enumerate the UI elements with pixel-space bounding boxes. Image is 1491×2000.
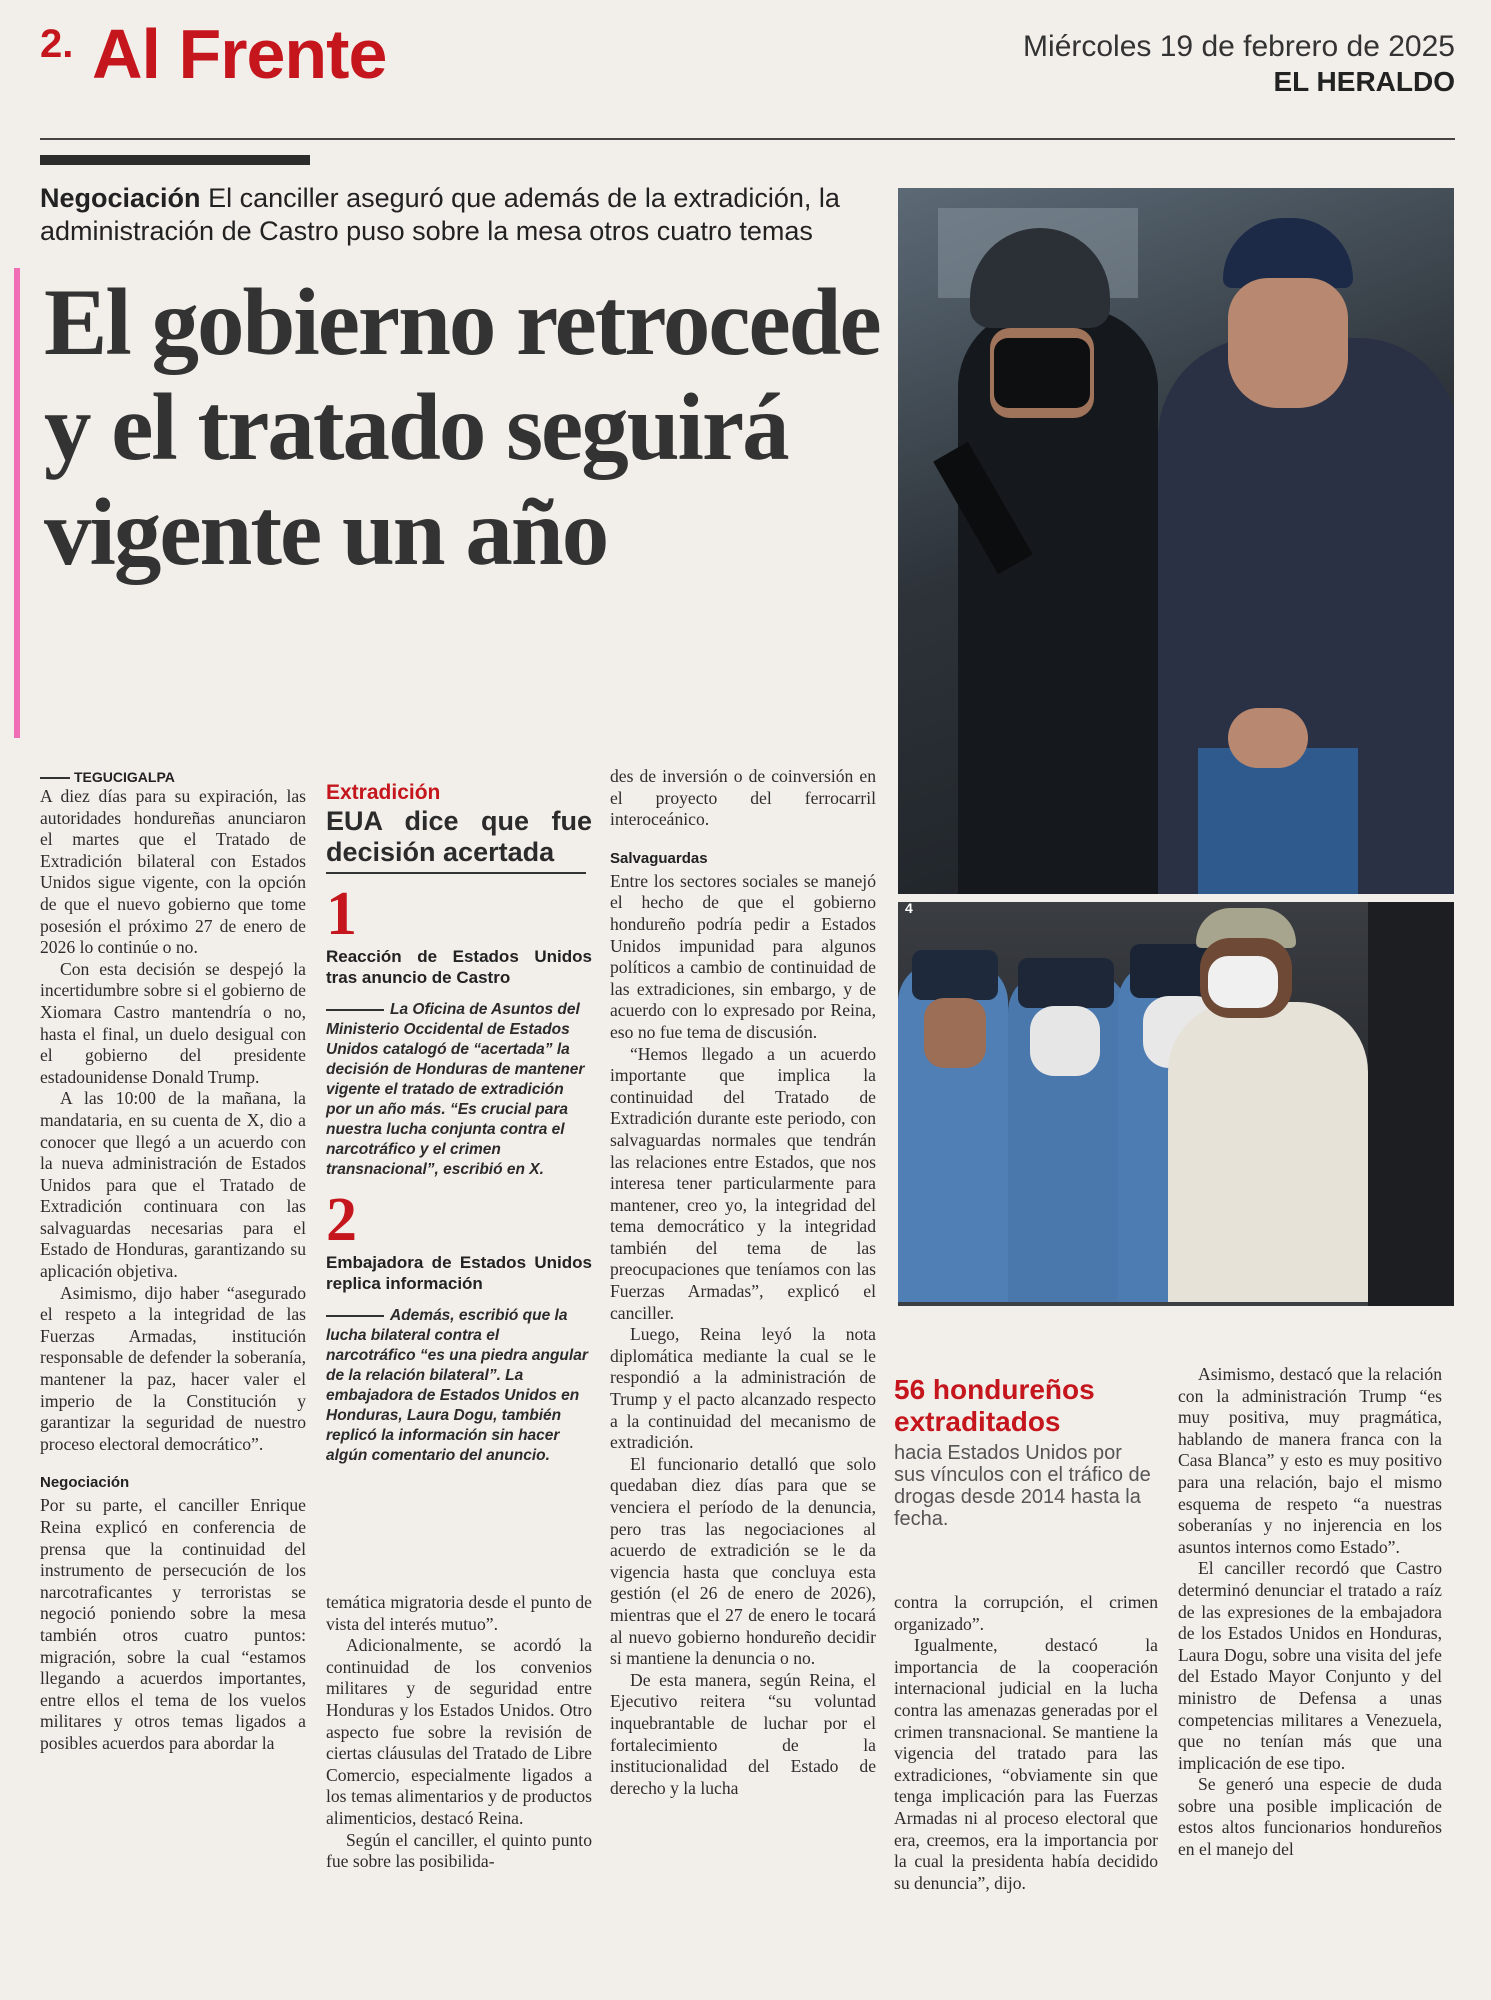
paragraph: Igualmente, destacó la importancia de la cooperación internacional judicial en la lucha contra las amenazas generadas por el crimen transnacional. Se mantiene la vigencia del tratado para las extradiciones, “obviamente sin que tenga implicación para las Fuerzas Armadas ni al proceso electoral que era, creemos, era la importancia por la cual la presidenta había decidido su denuncia”, dijo.	[894, 1635, 1158, 1893]
paragraph: El funcionario detalló que solo quedaban diez días para que se venciera el período de la denuncia, pero tras las negociaciones al acuerdo de extradición se le da vigencia hasta que concluya esta gestión (el 26 de enero de 2026), mientras que el 27 de enero le tocará al nuevo gobierno hondureño decidir si mantiene la denuncia o no.	[610, 1453, 876, 1669]
dateline: TEGUCIGALPA	[40, 768, 306, 786]
paragraph: “Hemos llegado a un acuerdo importante que implica la continuidad del Tratado de Extradición durante este periodo, con salvaguardas normales que tendrán las relaciones entre Estados, que nos interesa tener particularmente para mantener, creo yo, la integridad del tema democrático y la integridad también del tema de las preocupaciones que teníamos con las Fuerzas Armadas”, explicó el canciller.	[610, 1043, 876, 1323]
paragraph: Asimismo, dijo haber “asegurado el respeto a la integridad de las Fuerzas Armadas, institución responsable de defender la soberanía, mantener la paz, hacer valer el imperio de la Constitución y garantizar la seguridad de nuestro proceso electoral democrático”.	[40, 1282, 306, 1454]
section-title: Al Frente	[92, 15, 387, 93]
paragraph: des de inversión o de coinversión en el proyecto del ferrocarril interoceánico.	[610, 766, 876, 830]
paragraph: Luego, Reina leyó la nota diplomática mediante la cual se le respondió a la administración de Trump y el pacto alcanzado respecto a la continuidad del mecanismo de extradición.	[610, 1324, 876, 1453]
paragraph: De esta manera, según Reina, el Ejecutivo reitera “su voluntad inquebrantable de luchar por el fortalecimiento de la institucionalidad del Estado de derecho y la lucha	[610, 1669, 876, 1798]
headline: El gobierno retrocede y el tratado seguirá vigente un año	[44, 269, 880, 585]
sidebar-text-2: Además, escribió que la lucha bilateral contra el narcotráfico “es una piedra angular de la relación bilateral”. La embajadora de Estados Unidos en Honduras, Laura Dogu, también replicó la información sin hacer algún comentario del anuncio.	[326, 1306, 592, 1466]
kicker-label: Negociación	[40, 183, 201, 213]
sidebar-rule	[326, 872, 586, 874]
photo-number: 4	[905, 900, 913, 916]
paragraph: Entre los sectores sociales se manejó el hecho de que el gobierno hondureño podría pedir a Estados Unidos impunidad para algunos políticos a cambio de continuidad de las extradiciones, sin embargo, y de acuerdo con lo expresado por Reina, eso no fue tema de discusión.	[610, 870, 876, 1042]
paragraph: Adicionalmente, se acordó la continuidad de los convenios militares y de seguridad entre Honduras y los Estados Unidos. Otro aspecto fue sobre la revisión de ciertas cláusulas del Tratado de Libre Comercio, especialmente ligados a los temas alimentarios y de productos alimenticios, destacó Reina.	[326, 1635, 592, 1828]
photo-guard-and-detainee	[898, 188, 1454, 894]
paragraph: El canciller recordó que Castro determinó denunciar el tratado a raíz de las expresiones de la embajadora de los Estados Unidos en Honduras, Laura Dogu, sobre una visita del jefe del Estado Mayor Conjunto y del ministro de Defensa a unas competencias militares a Venezuela, que no tenían más que una implicación de ese tipo.	[1178, 1558, 1442, 1773]
sidebar-kicker: Extradición	[326, 781, 441, 804]
stat-box	[894, 1374, 1156, 1530]
paragraph: temática migratoria desde el punto de vista del interés mutuo”.	[326, 1592, 592, 1634]
column-1	[40, 768, 306, 1755]
subheading: Negociación	[40, 1474, 130, 1492]
header-divider	[40, 138, 1455, 140]
sidebar-number-2: 2	[326, 1186, 357, 1254]
stat-number: 56 hondureños extraditados	[894, 1374, 1095, 1437]
column-5	[1178, 1364, 1442, 1861]
subheading: Salvaguardas	[610, 849, 708, 867]
page-number: 2.	[40, 22, 74, 66]
paragraph: contra la corrupción, el crimen organizado”.	[894, 1592, 1158, 1634]
kicker-bar	[40, 155, 310, 165]
column-2	[326, 1592, 592, 1873]
paragraph: A diez días para su expiración, las autoridades hondureñas anunciaron el martes que el Tratado de Extradición bilateral con Estados Unidos sigue vigente, con la opción de que el nuevo gobierno que tome posesión el próximo 27 de enero de 2026 lo continúe o no.	[40, 786, 306, 958]
sidebar-title: EUA dice que fue decisión acertada	[326, 806, 592, 867]
paragraph: Por su parte, el canciller Enrique Reina explicó en conferencia de prensa que la continuidad del instrumento de persecución de los narcotraficantes y terroristas se negoció poniendo sobre la mesa también otros cuatro puntos: migración, sobre la cual “estamos llegando a acuerdos importantes, entre ellos el tema de los vuelos militares y otros temas ligados a posibles acuerdos para abordar la	[40, 1495, 306, 1753]
highlighter-mark	[14, 268, 20, 738]
column-3	[610, 766, 876, 1799]
sidebar-heading-2: Embajadora de Estados Unidos replica información	[326, 1253, 592, 1293]
kicker-text: El canciller aseguró que además de la extradición, la administración de Castro puso sobre la mesa otros cuatro temas	[40, 183, 840, 246]
sidebar-heading-1: Reacción de Estados Unidos tras anuncio de Castro	[326, 947, 592, 987]
newspaper-name: EL HERALDO	[1273, 66, 1455, 97]
issue-date: Miércoles 19 de febrero de 2025	[1023, 30, 1455, 63]
paragraph: Asimismo, destacó que la relación con la administración Trump “es muy positiva, muy pragmática, hablando de manera franca con la Casa Blanca” y esto es muy positivo para una relación, bajo el mismo esquema de respeto “a nuestras soberanías y no injerencia en los asuntos internos como Estado”.	[1178, 1364, 1442, 1557]
paragraph: A las 10:00 de la mañana, la mandataria, en su cuenta de X, dio a conocer que llegó a un acuerdo con la nueva administración de Estados Unidos para que el Tratado de Extradición continuara con las salvaguardas necesarias para el Estado de Honduras, garantizando su aplicación objetiva.	[40, 1088, 306, 1282]
photo-police-and-detainee	[898, 902, 1454, 1306]
sidebar-box	[326, 780, 592, 1466]
stat-text: hacia Estados Unidos por sus vínculos con el tráfico de drogas desde 2014 hasta la fecha.	[894, 1442, 1151, 1530]
column-4	[894, 1592, 1158, 1894]
paragraph: Se generó una especie de duda sobre una posible implicación de estos altos funcionarios hondureños en el manejo del	[1178, 1774, 1442, 1860]
paragraph: Según el canciller, el quinto punto fue sobre las posibilida-	[326, 1829, 592, 1872]
paragraph: Con esta decisión se despejó la incertidumbre sobre si el gobierno de Xiomara Castro mantendría o no, hasta el final, un duelo desigual con el gobierno del presidente estadounidense Donald Trump.	[40, 958, 306, 1087]
kicker	[40, 182, 870, 248]
sidebar-text-1: La Oficina de Asuntos del Ministerio Occidental de Estados Unidos catalogó de “acertada” la decisión de Honduras de mantener vigente el tratado de extradición por un año más. “Es crucial para nuestra lucha conjunta contra el narcotráfico y el crimen transnacional”, escribió en X.	[326, 1000, 592, 1180]
sidebar-number-1: 1	[326, 880, 357, 948]
